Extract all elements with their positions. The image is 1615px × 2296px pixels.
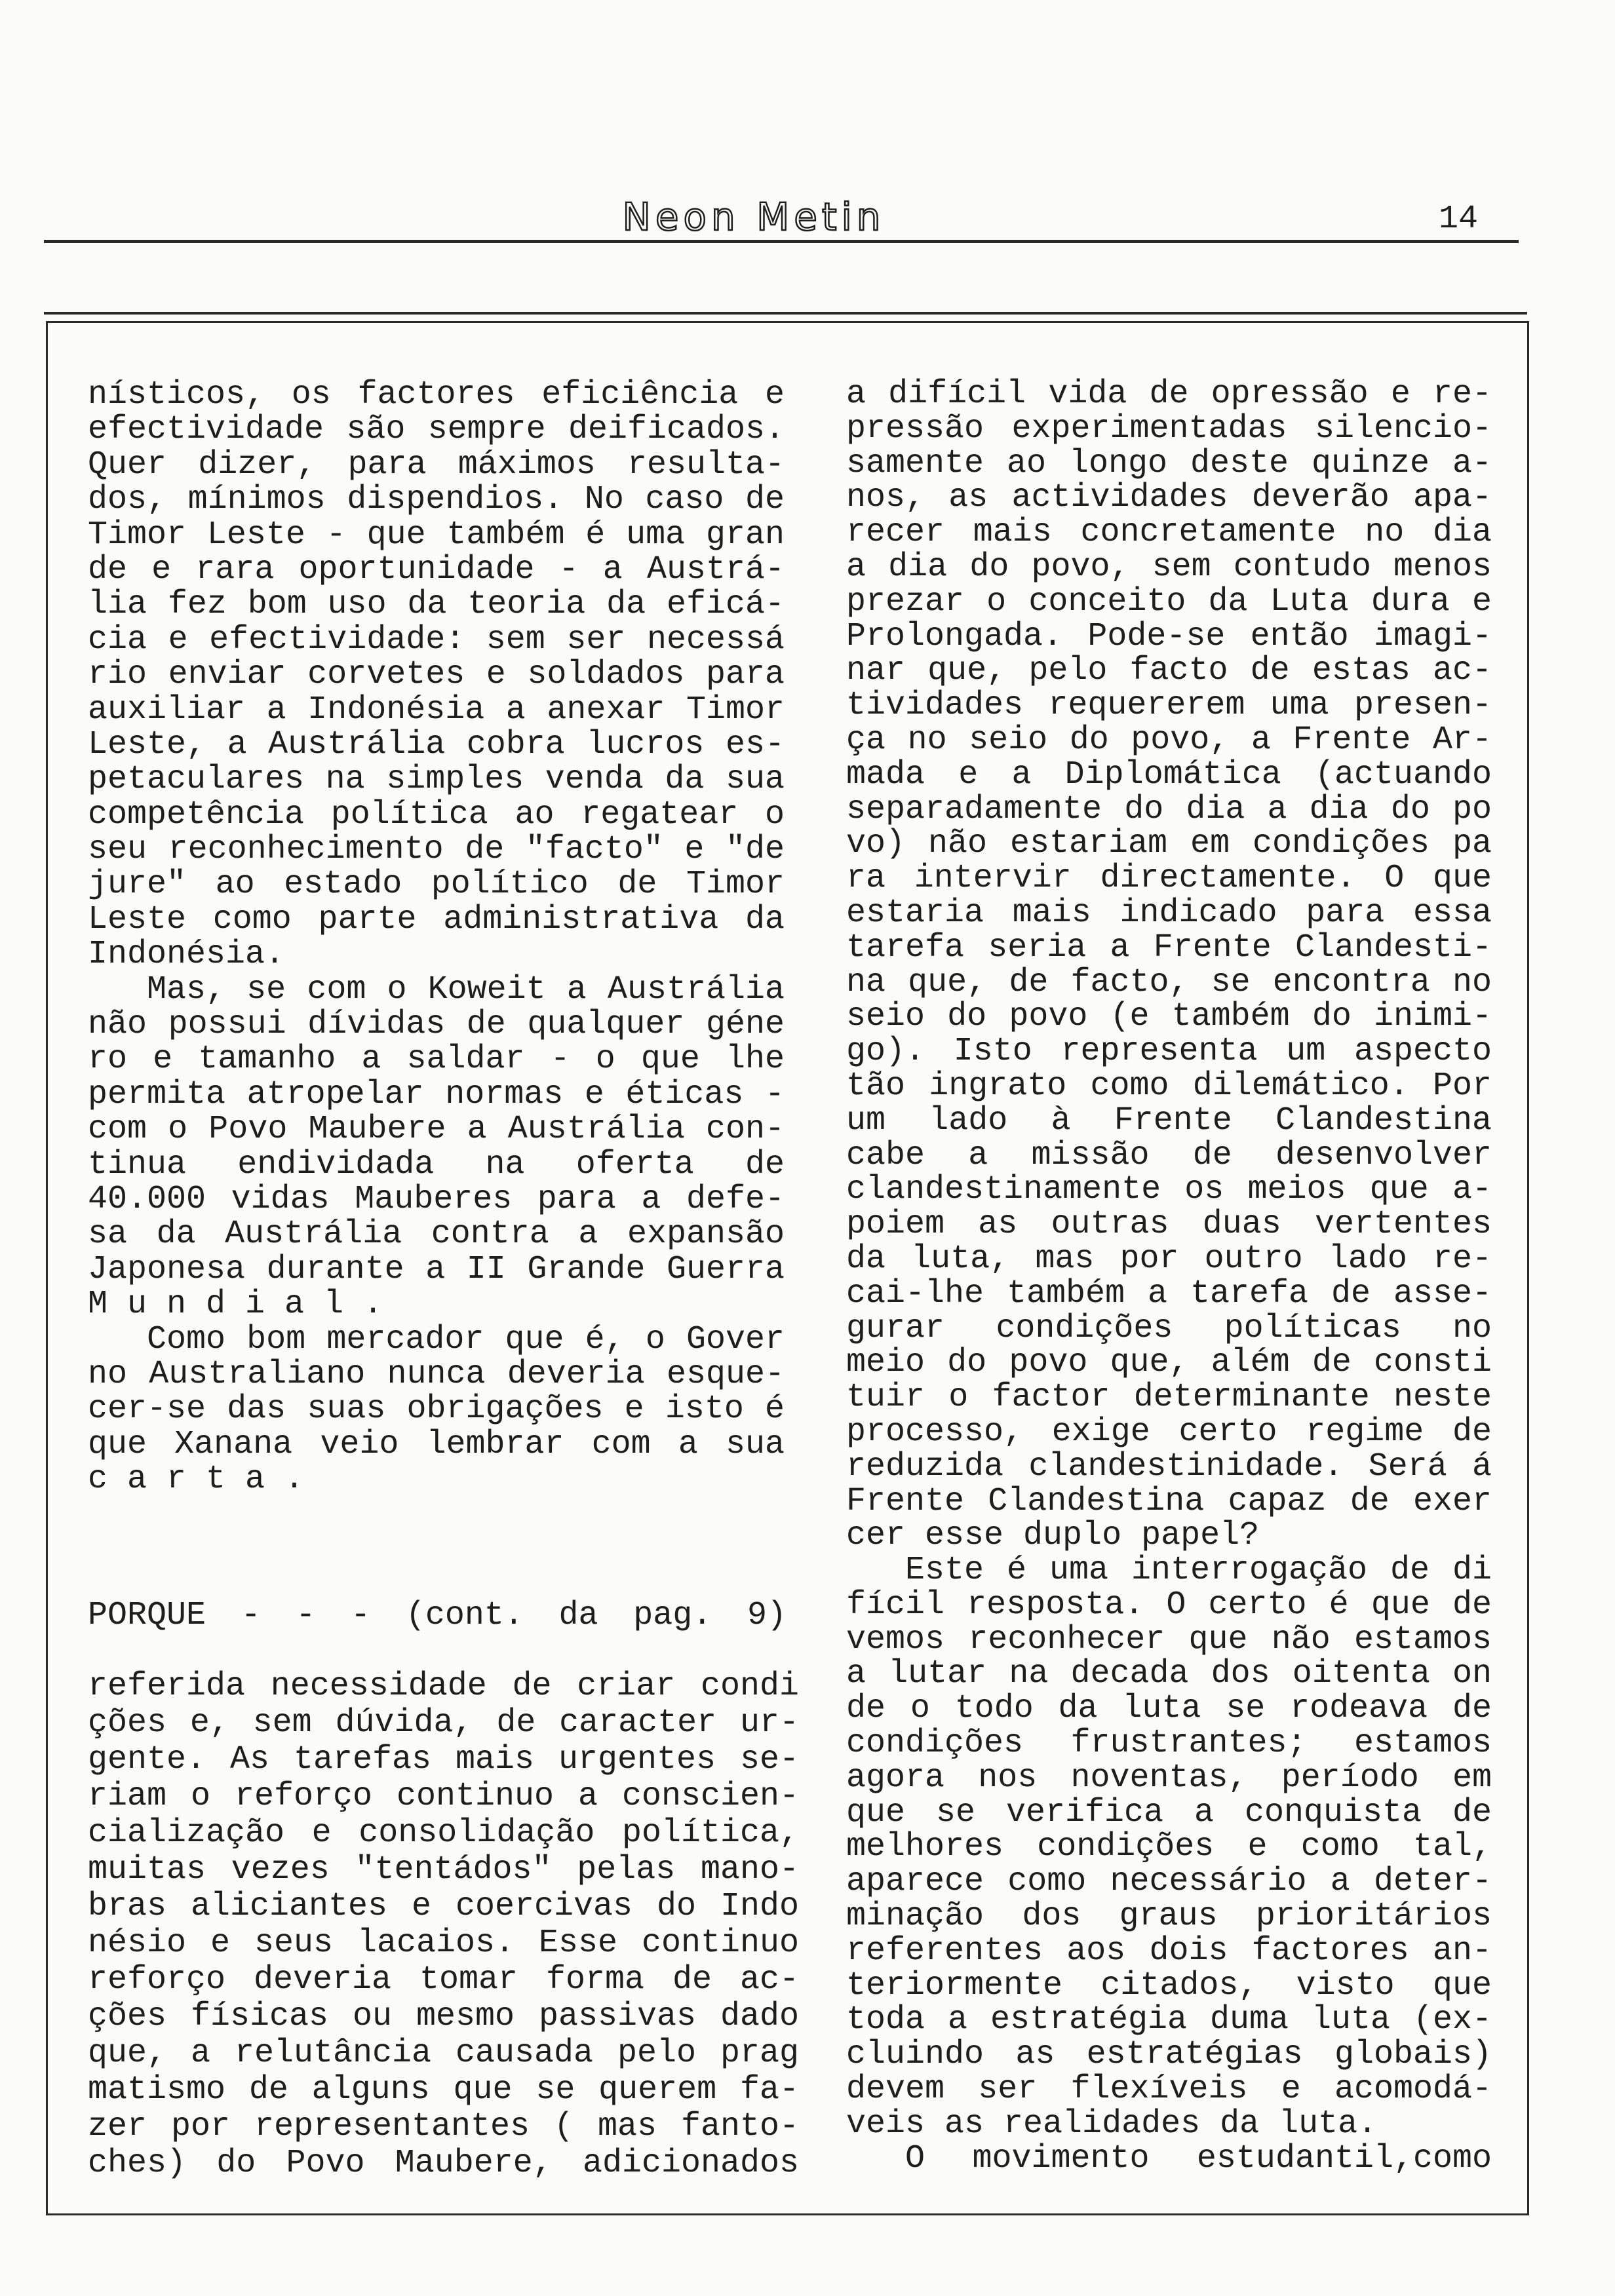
text-line: pressão experimentadas silencio- bbox=[846, 411, 1492, 447]
text-line: Este é uma interrogação de di bbox=[905, 1554, 1492, 1588]
paragraph bbox=[88, 972, 785, 1322]
text-line: dos, mínimos dispendios. No caso de bbox=[88, 482, 785, 518]
text-line: nísticos, os factores eficiência e bbox=[88, 377, 785, 413]
paragraph bbox=[88, 377, 785, 972]
text-line: não possui dívidas de qualquer géne bbox=[88, 1007, 785, 1043]
paragraph bbox=[846, 377, 1492, 1554]
text-line: matismo de alguns que se querem fa- bbox=[88, 2072, 799, 2109]
section-heading bbox=[88, 1598, 787, 1633]
text-line: recer mais concretamente no dia bbox=[846, 516, 1492, 550]
text-line: zer por representantes ( mas fanto- bbox=[88, 2109, 799, 2145]
text-line: veis as realidades da luta. bbox=[846, 2107, 1378, 2142]
text-line: melhores condições e como tal, bbox=[846, 1830, 1492, 1866]
text-line: processo, exige certo regime de bbox=[846, 1415, 1492, 1450]
text-line: O movimento estudantil,como bbox=[905, 2141, 1492, 2177]
text-line: tuir o factor determinante neste bbox=[846, 1381, 1492, 1415]
header-rule bbox=[44, 240, 1519, 243]
text-line: minação dos graus prioritários bbox=[846, 1900, 1492, 1934]
text-line: nos, as actividades deverão apa- bbox=[846, 481, 1492, 516]
text-line: c a r t a . bbox=[88, 1462, 305, 1497]
text-line: Timor Leste - que também é uma gran bbox=[88, 517, 785, 552]
text-line: Indonésia. bbox=[88, 937, 285, 972]
text-line: auxiliar a Indonésia a anexar Timor bbox=[88, 692, 785, 727]
text-line: que se verifica a conquista de bbox=[846, 1795, 1492, 1831]
text-line: referentes aos dois factores an- bbox=[846, 1934, 1492, 1969]
paragraph bbox=[846, 1554, 1492, 2142]
text-line: cluindo as estratégias globais) bbox=[846, 2038, 1492, 2073]
text-line: que Xanana veio lembrar com a sua bbox=[88, 1426, 785, 1463]
text-line: agora nos noventas, período em bbox=[846, 1761, 1492, 1796]
text-line: aparece como necessário a deter- bbox=[846, 1865, 1492, 1900]
text-line: tinua endividada na oferta de bbox=[88, 1147, 785, 1182]
text-line: samente ao longo deste quinze a- bbox=[846, 446, 1492, 482]
section-heading-text: PORQUE - - - (cont. da pag. 9) bbox=[88, 1598, 787, 1634]
text-line: na que, de facto, se encontra no bbox=[846, 965, 1492, 1001]
text-line: condições frustrantes; estamos bbox=[846, 1727, 1492, 1761]
left-column-article-end bbox=[88, 377, 785, 1497]
text-line: Japonesa durante a II Grande Guerra bbox=[88, 1252, 785, 1288]
text-line: ches) do Povo Maubere, adicionados bbox=[88, 2145, 799, 2182]
text-line: mada e a Diplomática (actuando bbox=[846, 757, 1492, 793]
text-line: estaria mais indicado para essa bbox=[846, 896, 1492, 931]
text-line: ções e, sem dúvida, de caracter ur- bbox=[88, 1705, 799, 1742]
paragraph bbox=[88, 1322, 785, 1497]
text-line: nar que, pelo facto de estas ac- bbox=[846, 654, 1492, 689]
text-line: efectividade são sempre deificados. bbox=[88, 412, 785, 448]
text-line: cai-lhe também a tarefa de asse- bbox=[846, 1276, 1492, 1312]
text-line: meio do povo que, além de consti bbox=[846, 1346, 1492, 1381]
text-line: reforço deveria tomar forma de ac- bbox=[88, 1962, 799, 1999]
text-line: de o todo da luta se rodeava de bbox=[846, 1692, 1492, 1727]
paragraph bbox=[846, 2142, 1492, 2177]
text-line: jure" ao estado político de Timor bbox=[88, 867, 785, 902]
page-number: 14 bbox=[1439, 201, 1479, 238]
text-line: prezar o conceito da Luta dura e bbox=[846, 584, 1492, 620]
header-title: Neon Metin bbox=[622, 195, 885, 239]
text-line: competência política ao regatear o bbox=[88, 797, 785, 833]
text-line: clandestinamente os meios que a- bbox=[846, 1173, 1492, 1208]
text-line: 40.000 vidas Mauberes para a defe- bbox=[88, 1181, 785, 1217]
text-line: seu reconhecimento de "facto" e "de bbox=[88, 832, 785, 868]
text-line: lia fez bom uso da teoria da eficá- bbox=[88, 587, 785, 622]
text-line: vo) não estariam em condições pa bbox=[846, 827, 1492, 862]
text-line: a difícil vida de opressão e re- bbox=[846, 377, 1492, 412]
right-column bbox=[846, 377, 1492, 2176]
text-line: Quer dizer, para máximos resulta- bbox=[88, 447, 785, 483]
text-line: separadamente do dia a dia do po bbox=[846, 792, 1492, 828]
text-line: poiem as outras duas vertentes bbox=[846, 1208, 1492, 1242]
text-line: cer esse duplo papel? bbox=[846, 1519, 1260, 1554]
text-line: que, a relutância causada pelo prag bbox=[88, 2035, 799, 2072]
text-line: seio do povo (e também do inimi- bbox=[846, 1000, 1492, 1035]
text-line: cia e efectividade: sem ser necessá bbox=[88, 622, 785, 658]
text-line: da luta, mas por outro lado re- bbox=[846, 1242, 1492, 1277]
text-line: M u n d i a l . bbox=[88, 1287, 383, 1322]
text-line: muitas vezes "tentádos" pelas mano- bbox=[88, 1852, 799, 1888]
text-line: referida necessidade de criar condi bbox=[88, 1668, 799, 1705]
text-line: cabe a missão de desenvolver bbox=[846, 1138, 1492, 1174]
text-line: sa da Austrália contra a expansão bbox=[88, 1217, 785, 1252]
text-line: riam o reforço continuo a conscien- bbox=[88, 1778, 799, 1815]
text-line: fícil resposta. O certo é que de bbox=[846, 1588, 1492, 1623]
text-line: ções físicas ou mesmo passivas dado bbox=[88, 1999, 799, 2035]
paragraph bbox=[88, 1668, 799, 2182]
text-line: Prolongada. Pode-se então imagi- bbox=[846, 619, 1492, 655]
text-line: Leste como parte administrativa da bbox=[88, 902, 785, 938]
text-line: Mas, se com o Koweit a Austrália bbox=[147, 972, 785, 1008]
text-line: gurar condições políticas no bbox=[846, 1311, 1492, 1347]
text-line: Leste, a Austrália cobra lucros es- bbox=[88, 727, 785, 763]
text-line: Frente Clandestina capaz de exer bbox=[846, 1484, 1492, 1520]
text-line: teriormente citados, visto que bbox=[846, 1968, 1492, 2004]
text-line: ça no seio do povo, a Frente Ar- bbox=[846, 723, 1492, 758]
text-line: cer-se das suas obrigações e isto é bbox=[88, 1392, 785, 1427]
text-line: petaculares na simples venda da sua bbox=[88, 762, 785, 797]
text-line: cialização e consolidação política, bbox=[88, 1815, 799, 1852]
text-line: permita atropelar normas e éticas - bbox=[88, 1077, 785, 1113]
left-column-continued-article bbox=[88, 1668, 799, 2182]
text-line: nésio e seus lacaios. Esse continuo bbox=[88, 1925, 799, 1962]
text-line: gente. As tarefas mais urgentes se- bbox=[88, 1742, 799, 1778]
text-line: Como bom mercador que é, o Gover bbox=[147, 1322, 785, 1357]
text-line: reduzida clandestinidade. Será á bbox=[846, 1449, 1492, 1485]
text-line: um lado à Frente Clandestina bbox=[846, 1103, 1492, 1139]
text-line: tividades requererem uma presen- bbox=[846, 689, 1492, 723]
text-line: no Australiano nunca deveria esque- bbox=[88, 1356, 785, 1392]
text-line: toda a estratégia duma luta (ex- bbox=[846, 2003, 1492, 2038]
text-line: bras aliciantes e coercivas do Indo bbox=[88, 1888, 799, 1925]
text-line: vemos reconhecer que não estamos bbox=[846, 1622, 1492, 1658]
text-line: tarefa seria a Frente Clandesti- bbox=[846, 930, 1492, 966]
text-line: tão ingrato como dilemático. Por bbox=[846, 1069, 1492, 1104]
text-line: go). Isto representa um aspecto bbox=[846, 1035, 1492, 1069]
text-line: a lutar na decada dos oitenta on bbox=[846, 1657, 1492, 1693]
text-line: rio enviar corvetes e soldados para bbox=[88, 657, 785, 693]
text-line: de e rara oportunidade - a Austrá- bbox=[88, 552, 785, 588]
text-line: a dia do povo, sem contudo menos bbox=[846, 550, 1492, 585]
text-line: ro e tamanho a saldar - o que lhe bbox=[88, 1042, 785, 1077]
text-line: com o Povo Maubere a Austrália con- bbox=[88, 1112, 785, 1147]
top-rule bbox=[44, 312, 1527, 315]
text-line: devem ser flexíveis e acomodá- bbox=[846, 2073, 1492, 2107]
text-line: ra intervir directamente. O que bbox=[846, 862, 1492, 896]
